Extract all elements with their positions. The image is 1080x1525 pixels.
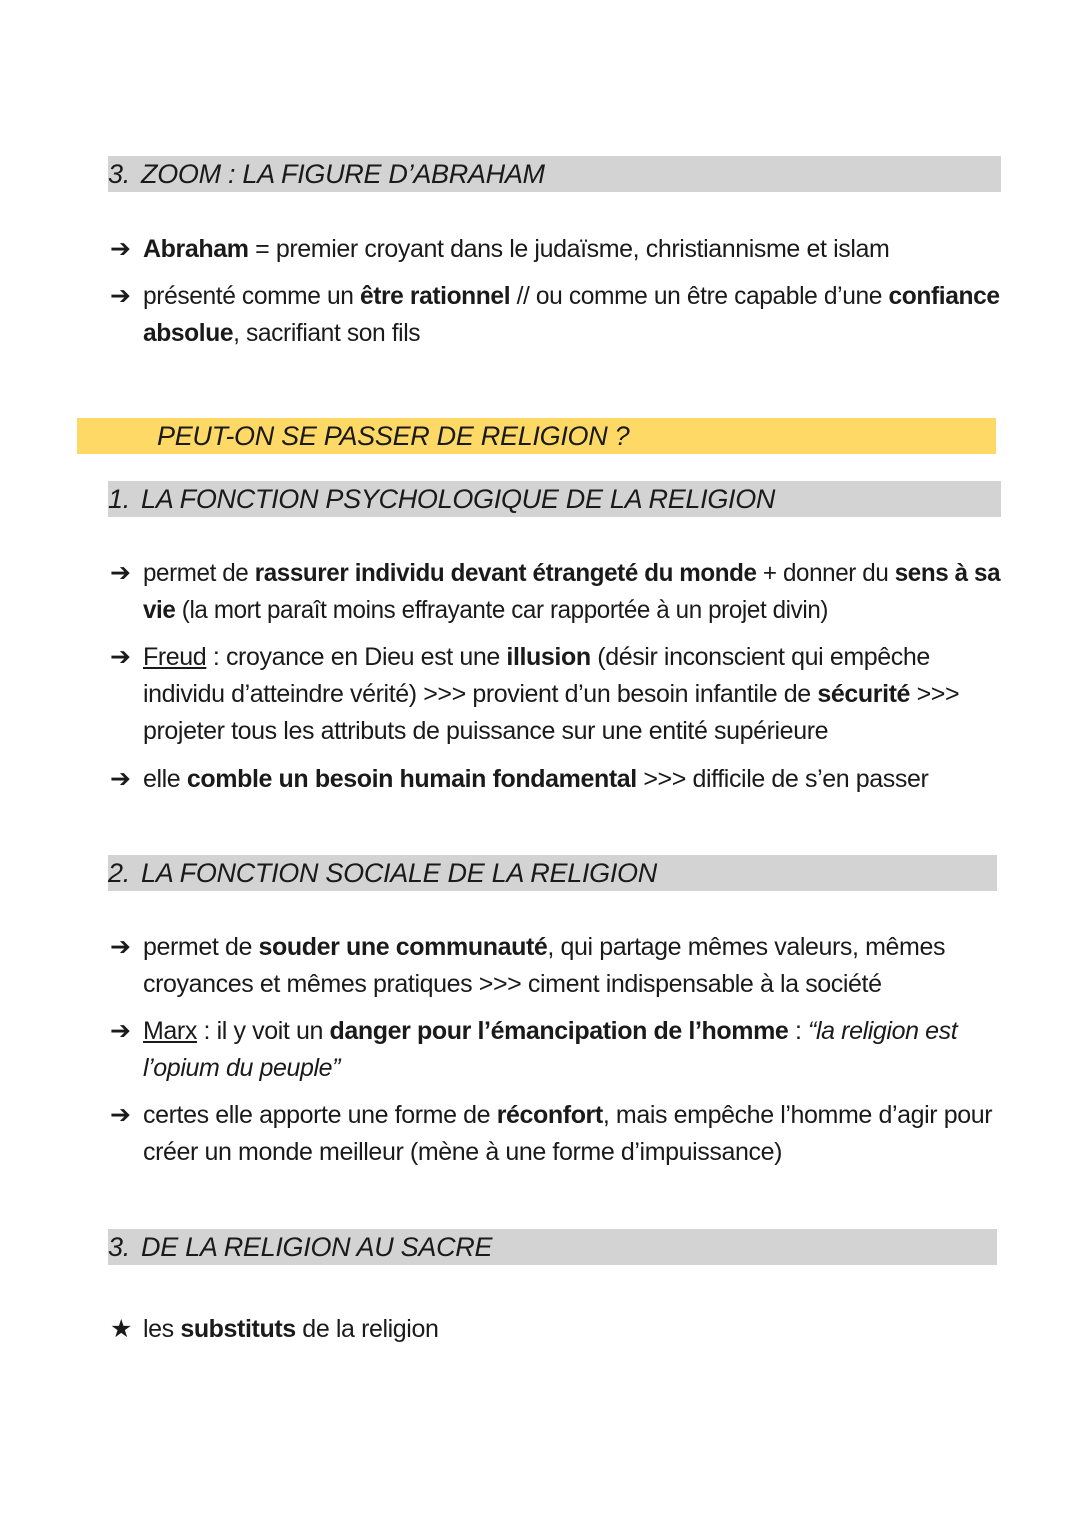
text: projeter tous les attributs de puissance sur une entité supérieure — [143, 717, 829, 745]
section-heading-psychologique — [108, 481, 1001, 517]
section-heading-abraham — [108, 156, 1001, 192]
chapter-title-text: PEUT-ON SE PASSER DE RELIGION ? — [157, 421, 630, 451]
chapter-title — [77, 418, 996, 454]
heading-number: 1. — [108, 484, 130, 514]
text: : il y voit un — [196, 1017, 330, 1045]
text: permet de — [143, 933, 259, 961]
list-item — [110, 555, 1029, 629]
arrow-icon: ➔ — [110, 765, 131, 793]
term: être rationnel — [359, 282, 511, 310]
text: croyances et mêmes pratiques >>> ciment indispensable à la société — [143, 970, 882, 998]
arrow-icon: ➔ — [110, 643, 131, 671]
term: substituts — [180, 1315, 296, 1343]
text: permet de — [143, 559, 255, 587]
text: // ou comme un être capable d’une — [510, 282, 889, 310]
arrow-icon: ➔ — [110, 1101, 131, 1129]
author-name: Freud — [143, 643, 207, 671]
text: : croyance en Dieu est une — [206, 643, 507, 671]
list-item — [110, 1311, 438, 1348]
text: elle — [143, 765, 187, 793]
term: sécurité — [817, 680, 911, 708]
list-item — [110, 278, 1014, 352]
term: absolue — [143, 319, 234, 347]
text: certes elle apporte une forme de — [143, 1101, 497, 1129]
term: sens à sa — [894, 559, 1001, 587]
text: de la religion — [295, 1315, 439, 1343]
term: comble un besoin humain fondamental — [186, 765, 637, 793]
heading-text: DE LA RELIGION AU SACRE — [141, 1232, 493, 1262]
heading-text: ZOOM : LA FIGURE D’ABRAHAM — [141, 159, 545, 189]
term: rassurer individu devant étrangeté du monde — [254, 559, 757, 587]
list-item — [110, 761, 928, 798]
heading-number: 3. — [108, 1232, 130, 1262]
text: >>> difficile de s’en passer — [636, 765, 929, 793]
list-item — [110, 1097, 992, 1171]
text: individu d’atteindre vérité) >>> provient d’un besoin infantile de — [143, 680, 818, 708]
list-item — [110, 1013, 957, 1087]
section-heading-sacre — [108, 1229, 997, 1265]
arrow-icon: ➔ — [110, 559, 131, 587]
arrow-icon: ➔ — [110, 235, 131, 263]
text: : — [788, 1017, 809, 1045]
arrow-icon: ➔ — [110, 282, 131, 310]
quote: l’opium du peuple” — [143, 1054, 341, 1082]
text: , qui partage mêmes valeurs, mêmes — [547, 933, 946, 961]
list-item — [110, 639, 959, 750]
term: illusion — [506, 643, 591, 671]
quote: “la religion est — [808, 1017, 958, 1045]
heading-text: LA FONCTION PSYCHOLOGIQUE DE LA RELIGION — [141, 484, 776, 514]
text: présenté comme un — [143, 282, 360, 310]
list-item — [110, 231, 889, 268]
author-name: Marx — [143, 1017, 197, 1045]
text: , sacrifiant son fils — [233, 319, 421, 347]
term: souder une communauté — [258, 933, 548, 961]
text: (la mort paraît moins effrayante car rapportée à un projet divin) — [175, 596, 829, 624]
term: danger pour l’émancipation de l’homme — [329, 1017, 789, 1045]
text: , mais empêche l’homme d’agir pour — [602, 1101, 993, 1129]
heading-text: LA FONCTION SOCIALE DE LA RELIGION — [141, 858, 657, 888]
term: vie — [143, 596, 176, 624]
arrow-icon: ➔ — [110, 1017, 131, 1045]
term: confiance — [888, 282, 1000, 310]
heading-number: 3. — [108, 159, 130, 189]
text: + donner du — [756, 559, 895, 587]
term: Abraham — [143, 235, 249, 263]
text: créer un monde meilleur (mène à une forme d’impuissance) — [143, 1138, 783, 1166]
star-icon: ★ — [110, 1315, 133, 1343]
arrow-icon: ➔ — [110, 933, 131, 961]
list-item — [110, 929, 945, 1003]
section-heading-sociale — [108, 855, 997, 891]
term: réconfort — [496, 1101, 603, 1129]
text: >>> — [910, 680, 960, 708]
text: (désir inconscient qui empêche — [590, 643, 930, 671]
heading-number: 2. — [108, 858, 130, 888]
text: = premier croyant dans le judaïsme, christiannisme et islam — [248, 235, 890, 263]
text: les — [143, 1315, 181, 1343]
